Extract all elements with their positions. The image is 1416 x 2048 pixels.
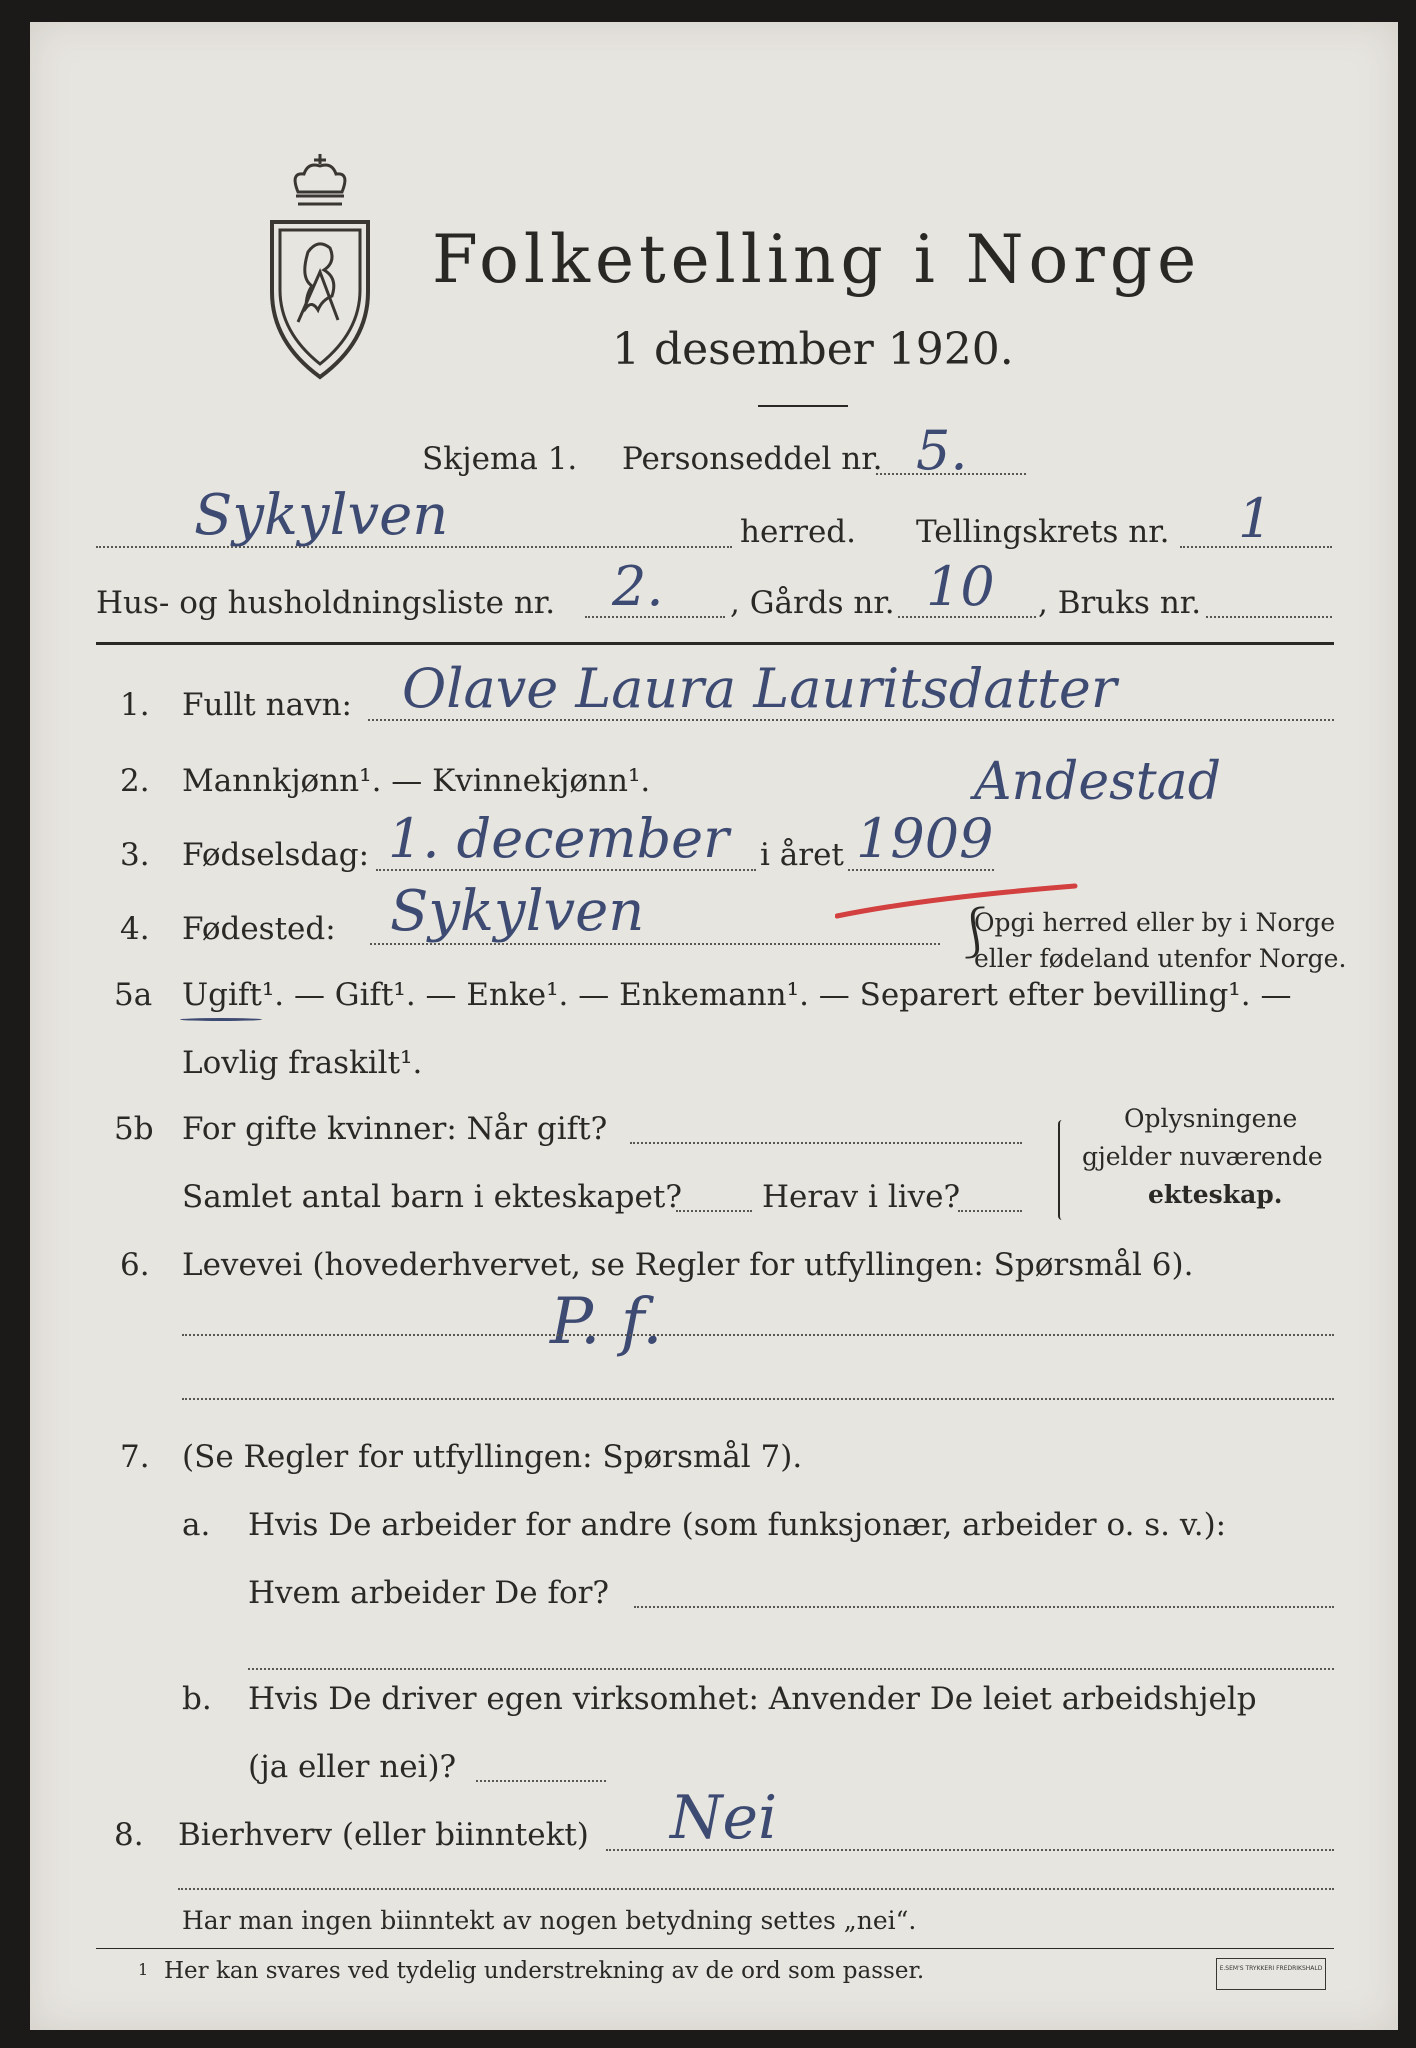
q4-note-line1: Opgi herred eller by i Norge: [974, 908, 1336, 937]
q7b-line1: Hvis De driver egen virksomhet: Anvender De leiet arbeidshjelp: [248, 1681, 1257, 1717]
q7a-extra-line: [248, 1668, 1334, 1670]
q8-number: 8.: [114, 1817, 144, 1853]
form-title: Folketelling i Norge: [432, 221, 1202, 298]
q6-number: 6.: [120, 1247, 150, 1283]
q8-extra-line: [178, 1888, 1334, 1890]
gards-value: 10: [926, 555, 995, 618]
q5b-married-line: [630, 1142, 1022, 1144]
herred-value: Sykylven: [194, 483, 449, 548]
q1-extra-surname: Andestad: [974, 752, 1221, 812]
q6-value: P. f.: [550, 1285, 663, 1359]
norwegian-coat-of-arms-icon: [260, 152, 380, 387]
bruks-line: [1206, 616, 1332, 618]
printer-stamp: [1216, 1958, 1326, 1990]
q5b-note2: gjelder nuværende: [1082, 1142, 1323, 1171]
tellingskrets-label: Tellingskrets nr.: [916, 514, 1170, 550]
q2-number: 2.: [120, 763, 150, 799]
q3-day-value: 1. december: [388, 807, 729, 870]
q6-line1: [182, 1334, 1334, 1336]
q7b-answer-line: [476, 1780, 606, 1782]
husliste-label: Hus- og husholdningsliste nr.: [96, 585, 556, 621]
census-date: 1 desember 1920.: [612, 324, 1014, 375]
q1-label: Fullt navn:: [182, 687, 352, 723]
q5b-brace: [1058, 1120, 1066, 1220]
q4-bracket: ⎰: [950, 904, 1000, 962]
q1-number: 1.: [120, 687, 150, 723]
q4-value: Sykylven: [390, 879, 645, 944]
q5a-line2: Lovlig fraskilt¹.: [182, 1045, 423, 1081]
q4-note-line2: eller fødeland utenfor Norge.: [974, 944, 1347, 973]
herred-label: herred.: [740, 514, 856, 550]
q5a-number: 5a: [114, 977, 153, 1013]
q6-line2: [182, 1398, 1334, 1400]
q5b-note3: ekteskap.: [1148, 1180, 1283, 1209]
q7a-line1: Hvis De arbeider for andre (som funksjonær, arbeider o. s. v.):: [248, 1507, 1227, 1543]
bruks-label: , Bruks nr.: [1038, 585, 1202, 621]
q7-label: (Se Regler for utfyllingen: Spørsmål 7).: [182, 1439, 803, 1475]
q7b-letter: b.: [182, 1681, 212, 1717]
q3-number: 3.: [120, 837, 150, 873]
footnote-text: Her kan svares ved tydelig understrekning av de ord som passer.: [164, 1958, 925, 1984]
q3-year-label: i året: [760, 837, 844, 873]
q4-number: 4.: [120, 911, 150, 947]
q7a-employer-line: [634, 1606, 1334, 1608]
q1-value: Olave Laura Lauritsdatter: [402, 657, 1117, 720]
q5a-line1: Ugift¹. — Gift¹. — Enke¹. — Enkemann¹. — Separert efter bevilling¹. —: [182, 977, 1292, 1013]
q5b-line2b: Herav i live?: [762, 1179, 961, 1215]
q8-label: Bierhverv (eller biinntekt): [178, 1817, 589, 1853]
q6-label: Levevei (hovederhvervet, se Regler for utfyllingen: Spørsmål 6).: [182, 1247, 1194, 1283]
q4-label: Fødested:: [182, 911, 336, 947]
q5b-number: 5b: [114, 1111, 154, 1147]
q3-year-value: 1909: [856, 807, 994, 870]
q8-value: Nei: [670, 1783, 778, 1853]
q5b-alive-line: [958, 1210, 1022, 1212]
q5b-note1: Oplysningene: [1124, 1104, 1298, 1133]
footnote-mark: 1: [138, 1960, 149, 1979]
header-rule: [96, 642, 1334, 645]
personseddel-value: 5.: [916, 419, 968, 482]
q5b-children-line: [676, 1210, 752, 1212]
q5b-line2a: Samlet antal barn i ekteskapet?: [182, 1179, 682, 1215]
personseddel-label: Personseddel nr.: [622, 441, 883, 477]
q3-label: Fødselsdag:: [182, 837, 370, 873]
q7-number: 7.: [120, 1439, 150, 1475]
q2-label: Mannkjønn¹. — Kvinnekjønn¹.: [182, 763, 651, 799]
tellingskrets-value: 1: [1238, 487, 1273, 550]
schema-label: Skjema 1.: [422, 441, 578, 477]
q7b-line2: (ja eller nei)?: [248, 1749, 457, 1785]
census-form: [30, 22, 1398, 2030]
husliste-value: 2.: [612, 555, 664, 618]
printer-stamp-text: E.SEM'S TRYKKERI FREDRIKSHALD: [1219, 1965, 1323, 1972]
gards-label: , Gårds nr.: [730, 585, 895, 621]
q5b-line1: For gifte kvinner: Når gift?: [182, 1111, 608, 1147]
footer-rule: [96, 1948, 1334, 1949]
footer-note: Har man ingen biinntekt av nogen betydning settes „nei“.: [182, 1906, 917, 1935]
q7a-letter: a.: [182, 1507, 211, 1543]
ugift-underline: [180, 1018, 262, 1021]
q7a-line2: Hvem arbeider De for?: [248, 1575, 610, 1611]
title-divider: [758, 405, 848, 407]
